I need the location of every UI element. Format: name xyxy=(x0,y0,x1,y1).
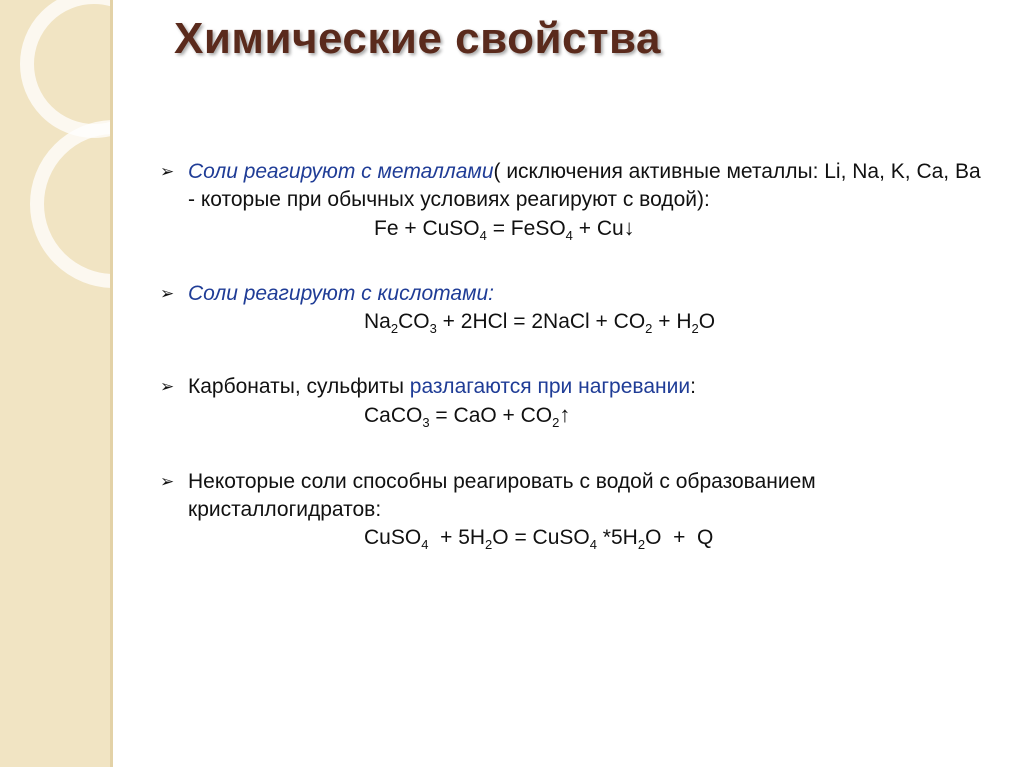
list-item: ➢ Карбонаты, сульфиты разлагаются при нагревании: CaCO$_3$ = CaO + $CO_2↑$ xyxy=(158,373,988,437)
slide-title: Химические свойства xyxy=(174,14,661,63)
arrow-bullet-icon: ➢ xyxy=(160,284,175,304)
slide-content xyxy=(158,158,988,559)
arrow-bullet-icon: ➢ xyxy=(160,377,175,397)
item-highlight: Соли реагируют с металлами xyxy=(188,160,494,183)
equation: Fe + CuSO$_4$ = FeSO$_4$ + Cu↓ xyxy=(374,215,635,244)
arrow-bullet-icon: ➢ xyxy=(160,471,175,491)
list-item xyxy=(158,158,988,250)
item-text: ( исключения активные металлы: Li, Na, K, Ca, Ba - которые при обычных условиях реагируют с водой): xyxy=(188,160,981,211)
item-highlight: разлагаются при нагревании xyxy=(409,375,691,399)
equation: CaCO$_3$ = CaO + $CO_2↑$ xyxy=(364,402,571,431)
list-item xyxy=(158,468,988,559)
equation: CuSO$_4$ + $5H_2O$ = CuSO$_4$ $*5H_2O + Q$ xyxy=(364,525,714,552)
up-arrow-icon: ↑ xyxy=(559,402,571,428)
item-highlight: Соли реагируют с кислотами: xyxy=(188,282,494,306)
down-arrow-icon: ↓ xyxy=(623,215,635,240)
decorative-ring xyxy=(20,0,110,138)
equation: $Na_2CO_3 + 2HCl$ = 2NaCl + $CO_2 + H_2O$ xyxy=(364,310,716,337)
arrow-bullet-icon: ➢ xyxy=(160,162,175,181)
stripe-divider xyxy=(110,0,113,767)
decorative-ring xyxy=(30,120,110,288)
decorative-side-stripe xyxy=(0,0,110,767)
item-text: Некоторые соли способны реагировать с водой с образованием кристаллогидратов: xyxy=(188,469,816,521)
list-item xyxy=(158,280,988,343)
item-text: Карбонаты, сульфиты xyxy=(188,375,410,399)
